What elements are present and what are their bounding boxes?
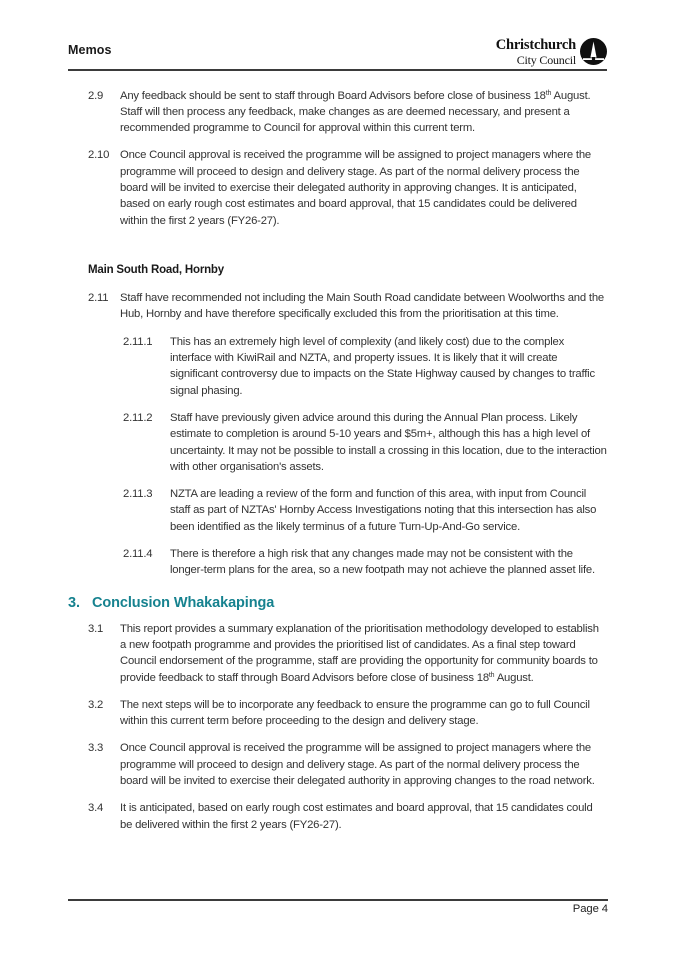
clause-text-pre: Any feedback should be sent to staff through Board Advisors before close of business 18 xyxy=(120,89,546,102)
page-title: Memos xyxy=(68,43,112,57)
clause-text: Staff have previously given advice around this during the Annual Plan process. Likely estimate to completion is around 5-10 years and $5m+, although this has a high level of uncertainty. It may not be possible to install a crossing in this location, due to the interaction with other organisation's assets. xyxy=(170,411,607,473)
clause-3-4 xyxy=(68,800,607,833)
clause-number: 2.9 xyxy=(88,89,104,102)
ccc-logo xyxy=(496,38,607,66)
clause-text xyxy=(120,88,607,137)
clause-number: 2.11.1 xyxy=(123,335,153,348)
section-title: Conclusion Whakakapinga xyxy=(92,594,275,611)
logo-line-1: Christchurch xyxy=(495,37,576,53)
ccc-cathedral-spire-icon xyxy=(580,38,607,65)
clause-text-post: August. Staff will then process any feedback, make changes as are deemed necessary, and present a recommended programme to Council for approval within this current term. xyxy=(120,89,591,135)
clause-2-9 xyxy=(68,88,607,137)
section-heading-conclusion xyxy=(68,594,607,612)
logo-line-2: City Council xyxy=(516,52,576,67)
clause-number: 3.3 xyxy=(88,742,104,755)
clause-number: 3.1 xyxy=(88,622,104,635)
clause-number: 3.2 xyxy=(88,698,104,711)
sub-heading-main-south-road: Main South Road, Hornby xyxy=(88,263,224,276)
section-number: 3. xyxy=(68,594,80,611)
clause-3-3 xyxy=(68,740,607,789)
clause-2-11-2 xyxy=(68,410,607,475)
clause-number: 2.11.3 xyxy=(123,488,153,501)
clause-text xyxy=(120,621,607,686)
clause-2-11 xyxy=(68,290,607,323)
ordinal-superscript: th xyxy=(545,89,552,97)
ccc-logo-wordmark xyxy=(496,38,576,66)
clause-text: It is anticipated, based on early rough cost estimates and board approval, that 15 candidates could be delivered within the first 2 years (FY26-27). xyxy=(120,802,593,831)
clause-2-11-4 xyxy=(68,546,607,579)
clause-number: 2.10 xyxy=(88,149,110,162)
ordinal-superscript: th xyxy=(488,671,495,679)
memo-body xyxy=(68,88,607,833)
clause-3-2 xyxy=(68,697,607,730)
clause-text: NZTA are leading a review of the form and function of this area, with input from Council staff as part of NZTAs' Hornby Access Investigations noting that this intersection has also been identified as the likely terminus of a future Turn-Up-And-Go service. xyxy=(170,488,597,533)
page-number: Page 4 xyxy=(572,903,608,915)
clause-text: There is therefore a high risk that any changes made may not be consistent with the longer-term plans for the area, so a new footpath may not achieve the planned asset life. xyxy=(170,548,595,577)
clause-number: 2.11.2 xyxy=(123,411,153,424)
clause-text-post: August. xyxy=(494,671,534,684)
clause-2-10 xyxy=(68,147,607,228)
clause-number: 3.4 xyxy=(88,802,104,815)
clause-text: Staff have recommended not including the Main South Road candidate between Woolworths and the Hub, Hornby and have therefore specifically excluded this from the prioritisation at this time. xyxy=(120,292,605,321)
clause-text: Once Council approval is received the programme will be assigned to project managers where the programme will proceed to design and delivery stage. As part of the normal delivery process the board will be invited to exercise their delegated authority in approving changes. It is anticipated, based on early rough cost estimates and board approval, that 15 candidates could be delivered within the first 2 years (FY26-27). xyxy=(120,149,591,227)
clause-text: This has an extremely high level of complexity (and likely cost) due to the complex interface with KiwiRail and NZTA, and property issues. It is likely that it will create significant controversy due to impacts on the State Highway caused by changes to traffic signal phasing. xyxy=(170,335,595,397)
clause-text: Once Council approval is received the programme will be assigned to project managers where the programme will proceed to design and delivery stage. As part of the normal delivery process the board will be invited to exercise their delegated authority in approving changes to the road network. xyxy=(120,742,595,787)
clause-number: 2.11 xyxy=(88,292,109,305)
clause-3-1 xyxy=(68,621,607,686)
clause-text: The next steps will be to incorporate any feedback to ensure the programme can go to full Council within this current term before proceeding to the design and delivery stage. xyxy=(120,698,590,728)
clause-text-pre: This report provides a summary explanation of the prioritisation methodology developed to establish a new footpath programme and provides the prioritised list of candidates. As a final step toward Council endorsement of the programme, staff are providing the opportunity for community boards to provide feedback to staff through Board Advisors before close of business 18 xyxy=(120,622,599,684)
clause-2-11-3 xyxy=(68,486,607,535)
clause-number: 2.11.4 xyxy=(123,548,153,561)
clause-2-11-1 xyxy=(68,334,607,399)
page-footer xyxy=(68,899,608,915)
page-header xyxy=(68,38,607,71)
